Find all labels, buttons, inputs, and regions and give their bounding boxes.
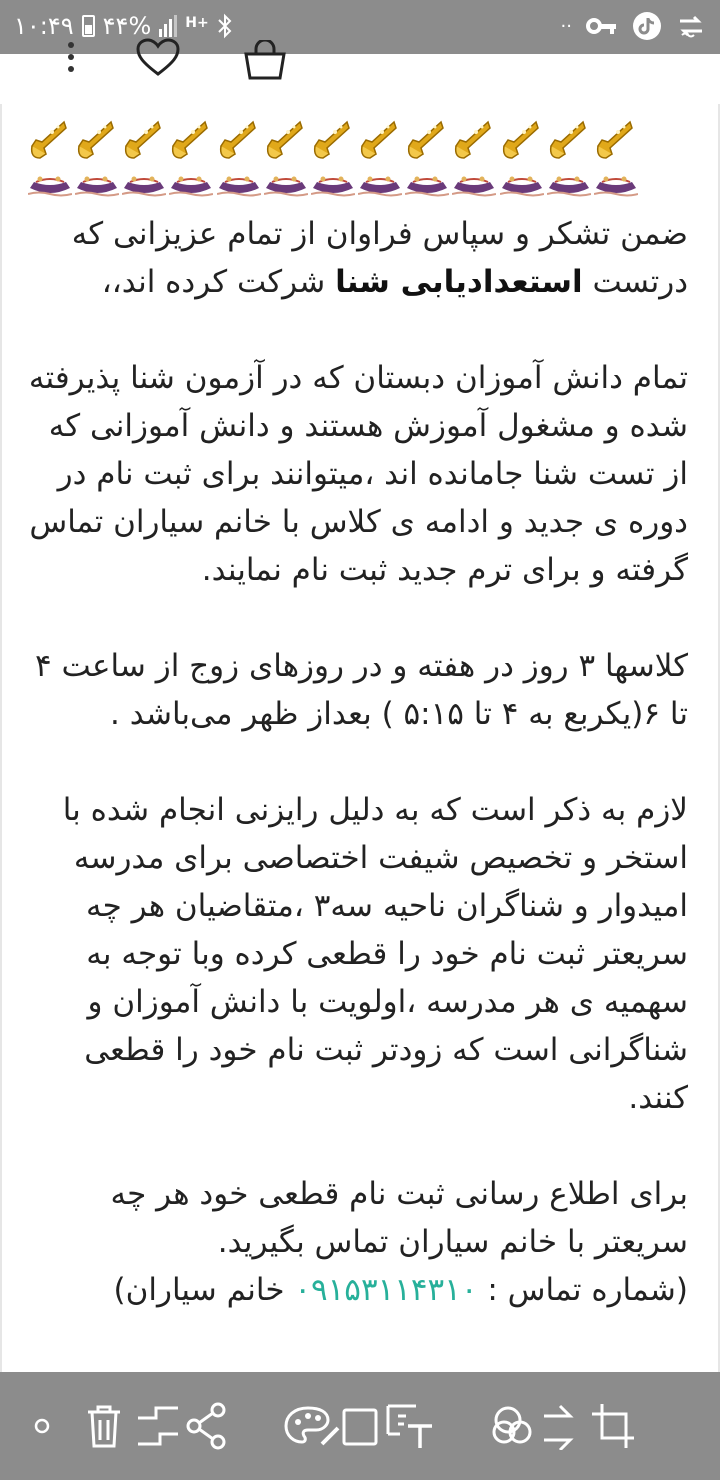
trumpet-icon — [217, 118, 261, 162]
tiktok-icon — [632, 11, 662, 41]
edit-toolbar — [0, 1372, 720, 1480]
paragraph-contact: برای اطلاع رسانی ثبت نام قطعی خود هر چه سریعتر با خانم سیاران تماس بگیرید. — [110, 1176, 688, 1260]
bluetooth-icon — [217, 13, 233, 39]
post-body — [28, 210, 688, 1314]
boat-icon — [264, 174, 308, 200]
phone-link[interactable]: ۰۹۱۵۳۱۱۴۳۱۰ — [294, 1272, 478, 1308]
more-options-icon[interactable] — [64, 54, 78, 104]
dot-icon[interactable] — [32, 1416, 52, 1436]
network-type-icon: H+ — [185, 15, 209, 31]
boat-icon — [405, 174, 449, 200]
boat-icon — [547, 174, 591, 200]
boat-icon — [500, 174, 544, 200]
boat-icon — [75, 174, 119, 200]
boat-icon — [28, 174, 72, 200]
status-left-group — [14, 8, 233, 44]
text-edit-icon[interactable] — [384, 1402, 438, 1450]
trumpet-icon — [311, 118, 355, 162]
boat-icon — [311, 174, 355, 200]
trash-icon[interactable] — [82, 1402, 126, 1450]
notification-dots: ·· — [560, 15, 572, 37]
boat-icon — [217, 174, 261, 200]
trumpet-icon — [28, 118, 72, 162]
trumpet-icon — [500, 118, 544, 162]
post-content — [0, 104, 720, 1372]
status-bar — [0, 0, 720, 54]
battery-percent: ۴۴% — [102, 12, 152, 40]
paragraph-registration: تمام دانش آموزان دبستان که در آزمون شنا پذیرفته شده و مشغول آموزش هستند و دانش آموزانی که از تست شنا جامانده اند ،میتوانند برای ثبت نام در دوره ی جدید و ادامه ی کلاس با خانم سیاران تماس گرفته و برای ترم جدید ثبت نام نمایند. — [28, 360, 688, 588]
move-icon[interactable] — [134, 1402, 182, 1450]
trumpet-emoji-row — [28, 118, 638, 162]
status-right-group — [561, 8, 706, 44]
trumpet-icon — [75, 118, 119, 162]
boat-icon — [169, 174, 213, 200]
paragraph-thanks: ضمن تشکر و سپاس فراوان از تمام عزیزانی که درتست استعدادیابی شنا شرکت کرده اند،، — [71, 216, 688, 300]
heart-icon[interactable] — [136, 38, 180, 78]
boat-icon — [594, 174, 638, 200]
key-icon — [586, 16, 618, 36]
trumpet-icon — [358, 118, 402, 162]
paragraph-notice: لازم به ذکر است که به دلیل رایزنی انجام شده با استخر و تخصیص شیفت اختصاصی برای مدرسه امیدوار و شناگران ناحیه سه۳ ،متقاضیان هر چه سریعتر ثبت نام خود را قطعی کرده وبا توجه به سهمیه ی هر مدرسه ،اولویت با دانش آموزان و شناگرانی است که زودتر ثبت نام خود را قطعی کنند. — [62, 792, 688, 1116]
boat-icon — [358, 174, 402, 200]
share-icon[interactable] — [184, 1402, 230, 1450]
trumpet-icon — [405, 118, 449, 162]
contact-line: (شماره تماس : ۰۹۱۵۳۱۱۴۳۱۰ خانم سیاران) — [113, 1272, 688, 1308]
paragraph-schedule: کلاسها ۳ روز در هفته و در روزهای زوج از ساعت ۴ تا ۶(یکربع به ۴ تا ۵:۱۵ ) بعداز ظهر می‌باشد . — [35, 648, 688, 732]
crop-square-icon[interactable] — [338, 1402, 382, 1450]
battery-icon — [82, 15, 95, 37]
trumpet-icon — [264, 118, 308, 162]
bold-highlight: استعدادیابی شنا — [335, 264, 583, 300]
trumpet-icon — [594, 118, 638, 162]
boat-emoji-row — [28, 174, 638, 200]
signal-icon — [159, 15, 177, 37]
forward-icon[interactable] — [540, 1402, 582, 1450]
palette-icon[interactable] — [282, 1402, 340, 1450]
data-transfer-icon — [676, 11, 706, 41]
crop-icon[interactable] — [590, 1402, 636, 1450]
trumpet-icon — [122, 118, 166, 162]
shopping-bag-icon[interactable] — [242, 40, 288, 80]
post-toolbar — [0, 54, 720, 104]
trumpet-icon — [169, 118, 213, 162]
clock: ۱۰:۴۹ — [14, 12, 74, 40]
trumpet-icon — [452, 118, 496, 162]
overlay-icon[interactable] — [490, 1402, 536, 1450]
boat-icon — [122, 174, 166, 200]
trumpet-icon — [547, 118, 591, 162]
boat-icon — [452, 174, 496, 200]
